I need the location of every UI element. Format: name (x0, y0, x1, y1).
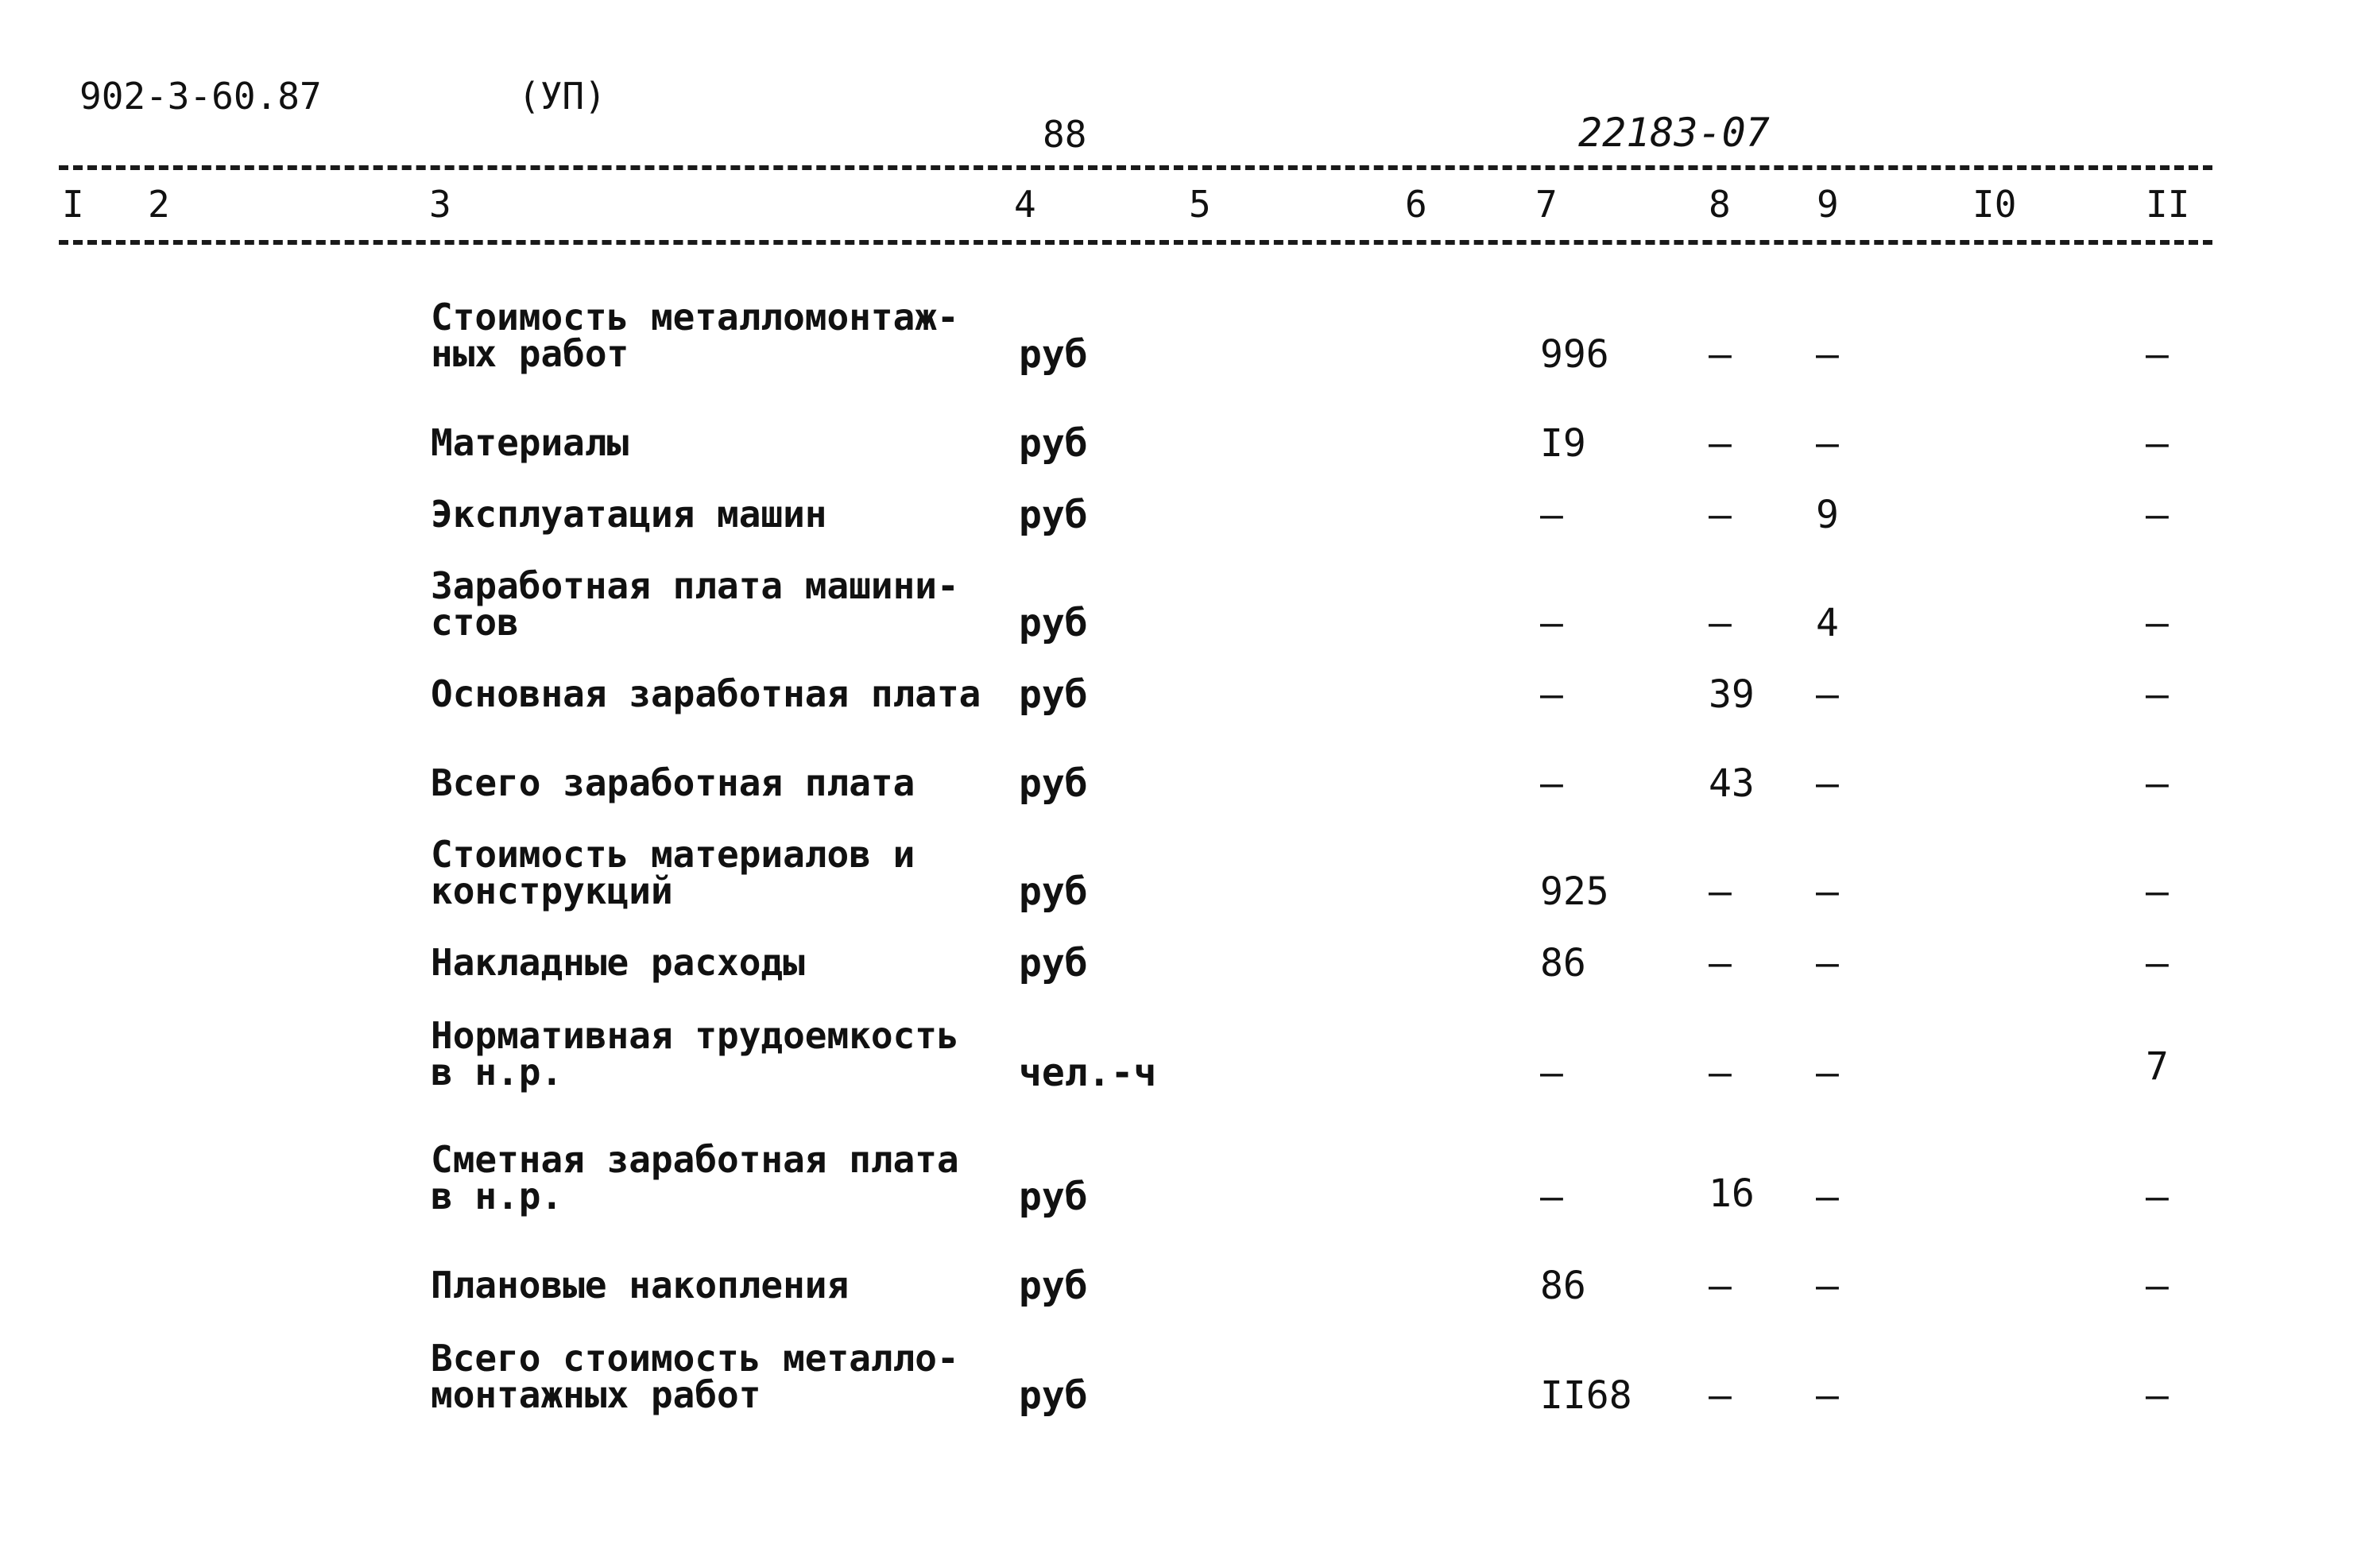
row-col7: – (1540, 1175, 1563, 1219)
row-col7: – (1540, 1051, 1563, 1095)
row-description: Материалы (431, 421, 629, 464)
row-col7: – (1540, 601, 1563, 645)
row-col7: I9 (1540, 421, 1586, 466)
row-col9: – (1816, 1373, 1839, 1418)
column-number-8: 8 (1709, 183, 1731, 226)
row-col9: – (1816, 761, 1839, 806)
page-number: 88 (1043, 113, 1087, 156)
row-unit: руб (1019, 672, 1088, 717)
column-number-11: II (2146, 183, 2190, 226)
row-description: Основная заработная плата (431, 672, 981, 715)
row-col9: – (1816, 332, 1839, 377)
row-col8: – (1709, 421, 1732, 466)
row-col11: – (2146, 332, 2169, 377)
header-rule-top (59, 165, 2212, 170)
column-number-6: 6 (1405, 183, 1427, 226)
row-description: Всего стоимость металло- монтажных работ (431, 1337, 959, 1416)
row-col8: 43 (1709, 761, 1755, 806)
row-col7: 86 (1540, 941, 1586, 985)
row-unit: руб (1019, 421, 1088, 466)
row-col11: 7 (2146, 1044, 2169, 1089)
row-col11: – (2146, 601, 2169, 645)
column-number-3: 3 (429, 183, 451, 226)
row-col11: – (2146, 421, 2169, 466)
row-col8: – (1709, 869, 1732, 914)
row-unit: руб (1019, 601, 1088, 645)
series-mark: (УП) (518, 75, 606, 118)
row-unit: чел.-ч (1019, 1051, 1157, 1095)
row-unit: руб (1019, 761, 1088, 806)
row-col9: – (1816, 421, 1839, 466)
column-number-10: I0 (1972, 183, 2017, 226)
row-col8: – (1709, 332, 1732, 377)
row-col9: 9 (1816, 493, 1839, 537)
row-col8: – (1709, 941, 1732, 985)
row-unit: руб (1019, 1175, 1088, 1219)
row-col8: 39 (1709, 672, 1755, 717)
row-description: Заработная плата машини- стов (431, 564, 959, 644)
row-col8: – (1709, 493, 1732, 537)
row-col11: – (2146, 493, 2169, 537)
row-col8: – (1709, 601, 1732, 645)
row-unit: руб (1019, 493, 1088, 537)
column-number-2: 2 (148, 183, 170, 226)
row-col9: – (1816, 1175, 1839, 1219)
row-col7: – (1540, 672, 1563, 717)
row-unit: руб (1019, 869, 1088, 914)
row-unit: руб (1019, 332, 1088, 377)
row-col9: – (1816, 941, 1839, 985)
row-unit: руб (1019, 1373, 1088, 1418)
row-col7: II68 (1540, 1373, 1632, 1418)
column-number-5: 5 (1189, 183, 1211, 226)
row-col9: – (1816, 672, 1839, 717)
row-description: Стоимость материалов и конструкций (431, 833, 915, 912)
row-col11: – (2146, 869, 2169, 914)
row-col11: – (2146, 941, 2169, 985)
row-col7: 86 (1540, 1264, 1586, 1308)
row-col8: – (1709, 1373, 1732, 1418)
row-col11: – (2146, 1373, 2169, 1418)
row-unit: руб (1019, 941, 1088, 985)
row-col8: 16 (1709, 1171, 1755, 1216)
row-description: Плановые накопления (431, 1264, 850, 1307)
header-rule-bottom (59, 240, 2212, 245)
row-description: Нормативная трудоемкость в н.р. (431, 1014, 959, 1094)
row-col7: – (1540, 493, 1563, 537)
row-description: Сметная заработная плата в н.р. (431, 1138, 959, 1218)
row-col9: 4 (1816, 601, 1839, 645)
row-description: Стоимость металломонтаж- ных работ (431, 296, 959, 375)
row-description: Эксплуатация машин (431, 493, 827, 536)
column-number-4: 4 (1014, 183, 1036, 226)
row-col9: – (1816, 1264, 1839, 1308)
row-col9: – (1816, 1051, 1839, 1095)
column-number-1: I (62, 183, 84, 226)
sheet-code: 22183-07 (1578, 110, 1770, 156)
row-col8: – (1709, 1264, 1732, 1308)
row-col11: – (2146, 761, 2169, 806)
row-col11: – (2146, 1175, 2169, 1219)
row-col7: 996 (1540, 332, 1609, 377)
row-description: Всего заработная плата (431, 761, 915, 804)
row-col7: – (1540, 761, 1563, 806)
row-col11: – (2146, 1264, 2169, 1308)
document-code: 902-3-60.87 (79, 75, 322, 118)
row-description: Накладные расходы (431, 941, 805, 984)
row-col11: – (2146, 672, 2169, 717)
row-unit: руб (1019, 1264, 1088, 1308)
row-col7: 925 (1540, 869, 1609, 914)
row-col8: – (1709, 1051, 1732, 1095)
column-number-9: 9 (1817, 183, 1839, 226)
column-number-7: 7 (1535, 183, 1558, 226)
row-col9: – (1816, 869, 1839, 914)
